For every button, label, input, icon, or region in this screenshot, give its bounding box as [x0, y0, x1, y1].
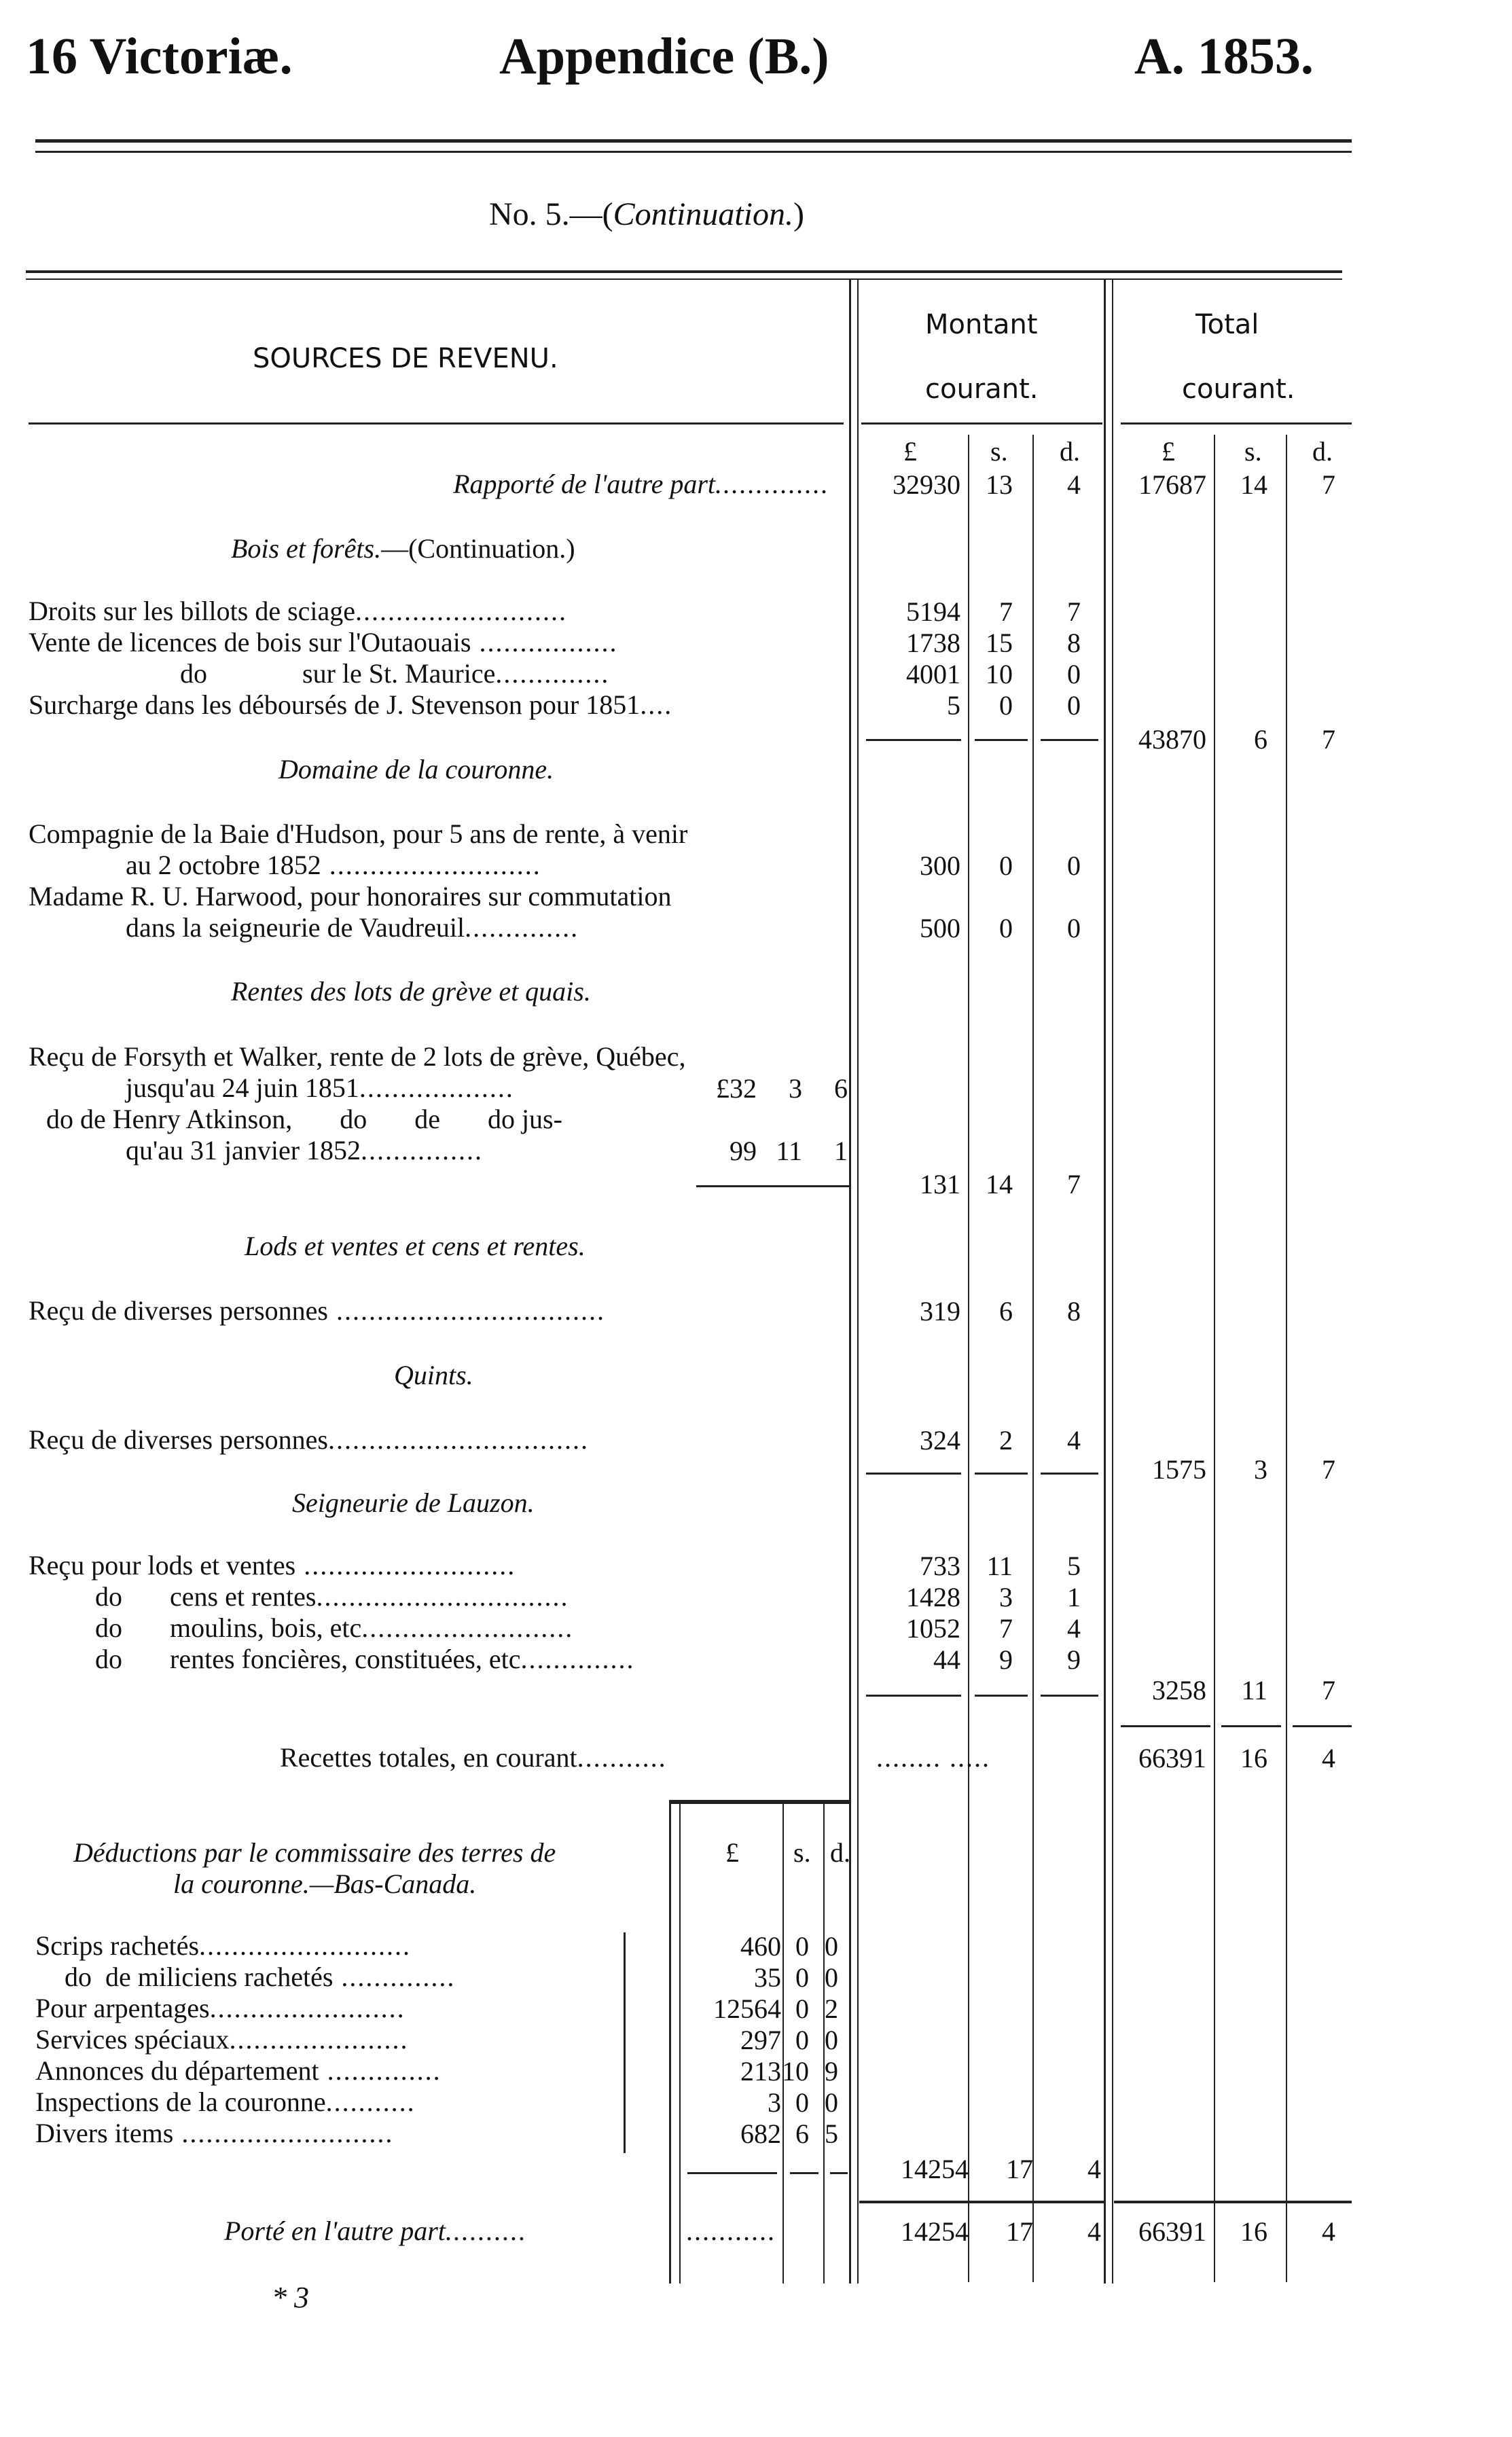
montant-pound: £	[903, 436, 917, 467]
porte-m-pence: 4	[1087, 2216, 1101, 2247]
deductions-row-pence: 0	[825, 2025, 838, 2055]
domaine-row2-shilling: 0	[999, 913, 1013, 943]
lauzon-row-pence: 5	[1067, 1551, 1081, 1581]
header-left: 16 Victoriæ.	[26, 28, 293, 85]
lauzon-row-shilling: 9	[999, 1644, 1013, 1675]
rentes-row1-sub-shilling: 3	[789, 1073, 802, 1104]
deductions-total-pound: 14254	[901, 2154, 969, 2184]
lauzon-row-pound: 733	[920, 1551, 960, 1581]
bois-row-shilling: 7	[999, 596, 1013, 627]
bois-subtotal-rule	[1041, 739, 1098, 741]
porte-t-pound: 66391	[1138, 2216, 1206, 2247]
quints-total-pound: 1575	[1152, 1454, 1206, 1485]
rentes-sub-rule	[696, 1185, 851, 1187]
header-rule	[35, 139, 1352, 143]
domaine-row1-line2: au 2 octobre 1852 ..........................	[126, 850, 541, 880]
deductions-sum-rule	[830, 2172, 848, 2174]
domaine-row2-pence: 0	[1067, 913, 1081, 943]
deductions-row-label: Scrips rachetés..........................	[35, 1930, 412, 1961]
quints-heading: Quints.	[394, 1360, 473, 1390]
rentes-row1-sub-pound: £32	[716, 1073, 757, 1104]
header-center: Appendice (B.)	[499, 28, 829, 85]
porte-t-pence: 4	[1322, 2216, 1335, 2247]
rentes-row2-line1: do de Henry Atkinson, do de do jus-	[46, 1104, 562, 1134]
deductions-row-shilling: 0	[795, 2025, 809, 2055]
rapporte-m-pence: 4	[1067, 469, 1081, 500]
deductions-row-pence: 5	[825, 2118, 838, 2149]
bois-row-shilling: 10	[986, 659, 1013, 689]
bois-row-pence: 7	[1067, 596, 1081, 627]
header-rule-2	[35, 151, 1352, 153]
col-rule	[1112, 280, 1113, 2283]
lods-shilling: 6	[999, 1296, 1013, 1326]
quints-pence: 4	[1067, 1425, 1081, 1456]
montant-shilling: s.	[990, 436, 1008, 467]
lauzon-row-shilling: 3	[999, 1582, 1013, 1612]
deductions-row-shilling: 0	[795, 1931, 809, 1962]
bois-subtotal-rule	[866, 739, 961, 741]
lods-pound: 319	[920, 1296, 960, 1326]
header-under-rule	[29, 422, 844, 425]
deductions-col-rule	[782, 1804, 784, 2283]
rentes-heading: Rentes des lots de grève et quais.	[231, 976, 591, 1007]
bois-total-shilling: 6	[1254, 724, 1267, 755]
lauzon-row-pence: 4	[1067, 1613, 1081, 1644]
porte-m-pound: 14254	[901, 2216, 969, 2247]
deductions-row-pence: 2	[825, 1993, 838, 2024]
deductions-row-label: Services spéciaux......................	[35, 2024, 409, 2055]
porte-label: Porté en l'autre part..........	[224, 2216, 527, 2246]
rentes-total-pence: 7	[1067, 1169, 1081, 1199]
bois-row-label: do sur le St. Maurice..............	[180, 658, 610, 689]
domaine-row2-pound: 500	[920, 913, 960, 943]
rentes-row2-sub-pence: 1	[834, 1136, 848, 1166]
recettes-label: Recettes totales, en courant...........	[280, 1742, 667, 1773]
quints-shilling: 2	[999, 1425, 1013, 1456]
rapporte-m-shilling: 13	[986, 469, 1013, 500]
rapporte-t-shilling: 14	[1240, 469, 1267, 500]
lauzon-row-label: do cens et rentes...............................	[95, 1581, 569, 1612]
deductions-heading-2: la couronne.—Bas-Canada.	[173, 1869, 477, 1899]
rentes-row2-sub-pound: 99	[730, 1136, 757, 1166]
domaine-row1-pound: 300	[920, 850, 960, 881]
bois-row-label: Droits sur les billots de sciage..........................	[29, 596, 568, 626]
deductions-row-label: Divers items ..........................	[35, 2118, 394, 2148]
domaine-row1-shilling: 0	[999, 850, 1013, 881]
domaine-row1-pence: 0	[1067, 850, 1081, 881]
bois-row-pound: 5	[947, 690, 960, 721]
quints-total-pence: 7	[1322, 1454, 1335, 1485]
deductions-row-shilling: 0	[795, 1993, 809, 2024]
rapporte-t-pound: 17687	[1138, 469, 1206, 500]
montant-pence: d.	[1060, 436, 1080, 467]
bois-heading: Bois et forêts.—(Continuation.)	[231, 533, 575, 564]
bois-row-pence: 0	[1067, 659, 1081, 689]
recettes-rule	[1293, 1725, 1352, 1727]
porte-top-rule	[859, 2201, 1104, 2203]
lauzon-row-pence: 9	[1067, 1644, 1081, 1675]
deductions-row-pound: 3	[768, 2087, 781, 2118]
quints-subtotal-rule	[975, 1473, 1028, 1475]
deductions-row-pound: 12564	[713, 1993, 781, 2024]
total-shilling: s.	[1244, 436, 1262, 467]
deductions-row-label: Annonces du département ..............	[35, 2055, 442, 2086]
porte-ded-leader: ...........	[686, 2216, 776, 2246]
rentes-row1-line1: Reçu de Forsyth et Walker, rente de 2 lots de grève, Québec,	[29, 1041, 686, 1072]
col-montant-1: Montant	[925, 309, 1038, 340]
lauzon-subtotal-rule	[975, 1695, 1028, 1697]
porte-top-rule	[1114, 2201, 1352, 2203]
rapporte-t-pence: 7	[1322, 469, 1335, 500]
quints-label: Reçu de diverses personnes................................	[29, 1424, 589, 1455]
bois-row-label: Vente de licences de bois sur l'Outaouais .................	[29, 627, 618, 657]
bois-row-pound: 5194	[906, 596, 960, 627]
deductions-row-pound: 213	[740, 2056, 781, 2087]
lauzon-row-pound: 1428	[906, 1582, 960, 1612]
bois-row-pence: 0	[1067, 690, 1081, 721]
domaine-heading: Domaine de la couronne.	[278, 754, 554, 784]
deductions-row-shilling: 10	[782, 2056, 809, 2087]
header-right: A. 1853.	[1134, 28, 1314, 85]
rentes-row2-line2: qu'au 31 janvier 1852...............	[126, 1135, 484, 1166]
domaine-row2-line1: Madame R. U. Harwood, pour honoraires sur commutation	[29, 881, 672, 911]
lauzon-row-shilling: 11	[986, 1551, 1013, 1581]
recettes-t-pound: 66391	[1138, 1743, 1206, 1773]
recettes-rule	[1121, 1725, 1210, 1727]
bois-row-label: Surcharge dans les déboursés de J. Stevenson pour 1851....	[29, 689, 673, 720]
deductions-shilling-label: s.	[793, 1837, 811, 1868]
deductions-row-pound: 35	[754, 1962, 781, 1993]
porte-m-shilling: 17	[1006, 2216, 1033, 2247]
rentes-total-pound: 131	[920, 1169, 960, 1199]
deductions-row-shilling: 0	[795, 2087, 809, 2118]
deductions-sum-rule	[687, 2172, 777, 2174]
footer-signature: * 3	[272, 2281, 309, 2314]
deductions-row-shilling: 6	[795, 2118, 809, 2149]
deductions-heading-1: Déductions par le commissaire des terres de	[73, 1837, 556, 1868]
porte-t-shilling: 16	[1240, 2216, 1267, 2247]
recettes-t-shilling: 16	[1240, 1743, 1267, 1773]
section-subtitle: No. 5.—(Continuation.)	[489, 196, 804, 232]
col-rule	[1286, 435, 1287, 2282]
col-rule	[1032, 435, 1034, 2282]
col-total-2: courant.	[1182, 374, 1295, 405]
bois-row-shilling: 0	[999, 690, 1013, 721]
deductions-pence-label: d.	[830, 1837, 850, 1868]
col-montant-2: courant.	[925, 374, 1039, 405]
deductions-pound-label: £	[725, 1837, 739, 1868]
deductions-row-pound: 460	[740, 1931, 781, 1962]
table-top-rule-2	[26, 278, 1342, 280]
rapporte-label: Rapporté de l'autre part..............	[453, 469, 829, 499]
rentes-row1-line2: jusqu'au 24 juin 1851...................	[126, 1072, 514, 1103]
col-rule	[1214, 435, 1215, 2282]
lauzon-subtotal-rule	[866, 1695, 961, 1697]
deductions-row-label: Inspections de la couronne...........	[35, 2087, 416, 2117]
domaine-row2-line2: dans la seigneurie de Vaudreuil..............	[126, 912, 579, 943]
col-rule	[857, 280, 859, 2283]
deductions-row-label: do de miliciens rachetés ..............	[65, 1962, 456, 1992]
deductions-row-pence: 0	[825, 2087, 838, 2118]
table-top-rule	[26, 270, 1342, 273]
deductions-row-pence: 0	[825, 1962, 838, 1993]
col-rule	[849, 280, 851, 2283]
bois-row-pence: 8	[1067, 628, 1081, 658]
lauzon-total-shilling: 11	[1241, 1675, 1267, 1705]
rentes-row2-sub-shilling: 11	[776, 1136, 802, 1166]
lauzon-row-label: do rentes foncières, constituées, etc..............	[95, 1644, 635, 1674]
deductions-row-pence: 0	[825, 1931, 838, 1962]
lauzon-row-pence: 1	[1067, 1582, 1081, 1612]
domaine-row1-line1: Compagnie de la Baie d'Hudson, pour 5 ans de rente, à venir	[29, 818, 688, 849]
lauzon-row-pound: 1052	[906, 1613, 960, 1644]
bois-total-pence: 7	[1322, 724, 1335, 755]
montant-under-rule	[861, 422, 1102, 425]
lods-pence: 8	[1067, 1296, 1081, 1326]
deductions-total-shilling: 17	[1006, 2154, 1033, 2184]
deductions-row-label: Pour arpentages........................	[35, 1993, 406, 2023]
quints-subtotal-rule	[1041, 1473, 1098, 1475]
total-pence: d.	[1312, 436, 1333, 467]
rentes-total-shilling: 14	[986, 1169, 1013, 1199]
quints-subtotal-rule	[866, 1473, 961, 1475]
recettes-rule	[1221, 1725, 1281, 1727]
quints-total-shilling: 3	[1254, 1454, 1267, 1485]
bois-total-pound: 43870	[1138, 724, 1206, 755]
col-rule	[968, 435, 969, 2282]
deductions-row-pound: 682	[740, 2118, 781, 2149]
deductions-row-shilling: 0	[795, 1962, 809, 1993]
lauzon-subtotal-rule	[1041, 1695, 1098, 1697]
lauzon-row-label: do moulins, bois, etc..........................	[95, 1612, 574, 1643]
col-sources: SOURCES DE REVENU.	[253, 343, 558, 374]
lauzon-row-shilling: 7	[999, 1613, 1013, 1644]
col-total-1: Total	[1195, 309, 1259, 340]
deductions-sum-rule	[790, 2172, 818, 2174]
bois-row-pound: 1738	[906, 628, 960, 658]
lauzon-total-pound: 3258	[1152, 1675, 1206, 1705]
col-rule	[1104, 280, 1106, 2283]
lods-label: Reçu de diverses personnes .................................	[29, 1295, 605, 1326]
deductions-col-rule	[679, 1804, 681, 2283]
bois-subtotal-rule	[975, 739, 1028, 741]
lauzon-heading: Seigneurie de Lauzon.	[292, 1487, 535, 1518]
bois-row-pound: 4001	[906, 659, 960, 689]
lauzon-row-pound: 44	[933, 1644, 960, 1675]
recettes-t-pence: 4	[1322, 1743, 1335, 1773]
deductions-col-rule	[669, 1804, 671, 2283]
lauzon-total-pence: 7	[1322, 1675, 1335, 1705]
total-under-rule	[1121, 422, 1352, 425]
bois-row-shilling: 15	[986, 628, 1013, 658]
recettes-m-leader: ........ .....	[876, 1742, 990, 1773]
deductions-row-pound: 297	[740, 2025, 781, 2055]
lauzon-row-label: Reçu pour lods et ventes ..........................	[29, 1550, 516, 1581]
deductions-brace	[624, 1932, 626, 2153]
deductions-row-pence: 9	[825, 2056, 838, 2087]
total-pound: £	[1162, 436, 1175, 467]
deductions-total-pence: 4	[1087, 2154, 1101, 2184]
lods-heading: Lods et ventes et cens et rentes.	[245, 1231, 586, 1261]
quints-pound: 324	[920, 1425, 960, 1456]
rapporte-m-pound: 32930	[893, 469, 960, 500]
rentes-row1-sub-pence: 6	[834, 1073, 848, 1104]
